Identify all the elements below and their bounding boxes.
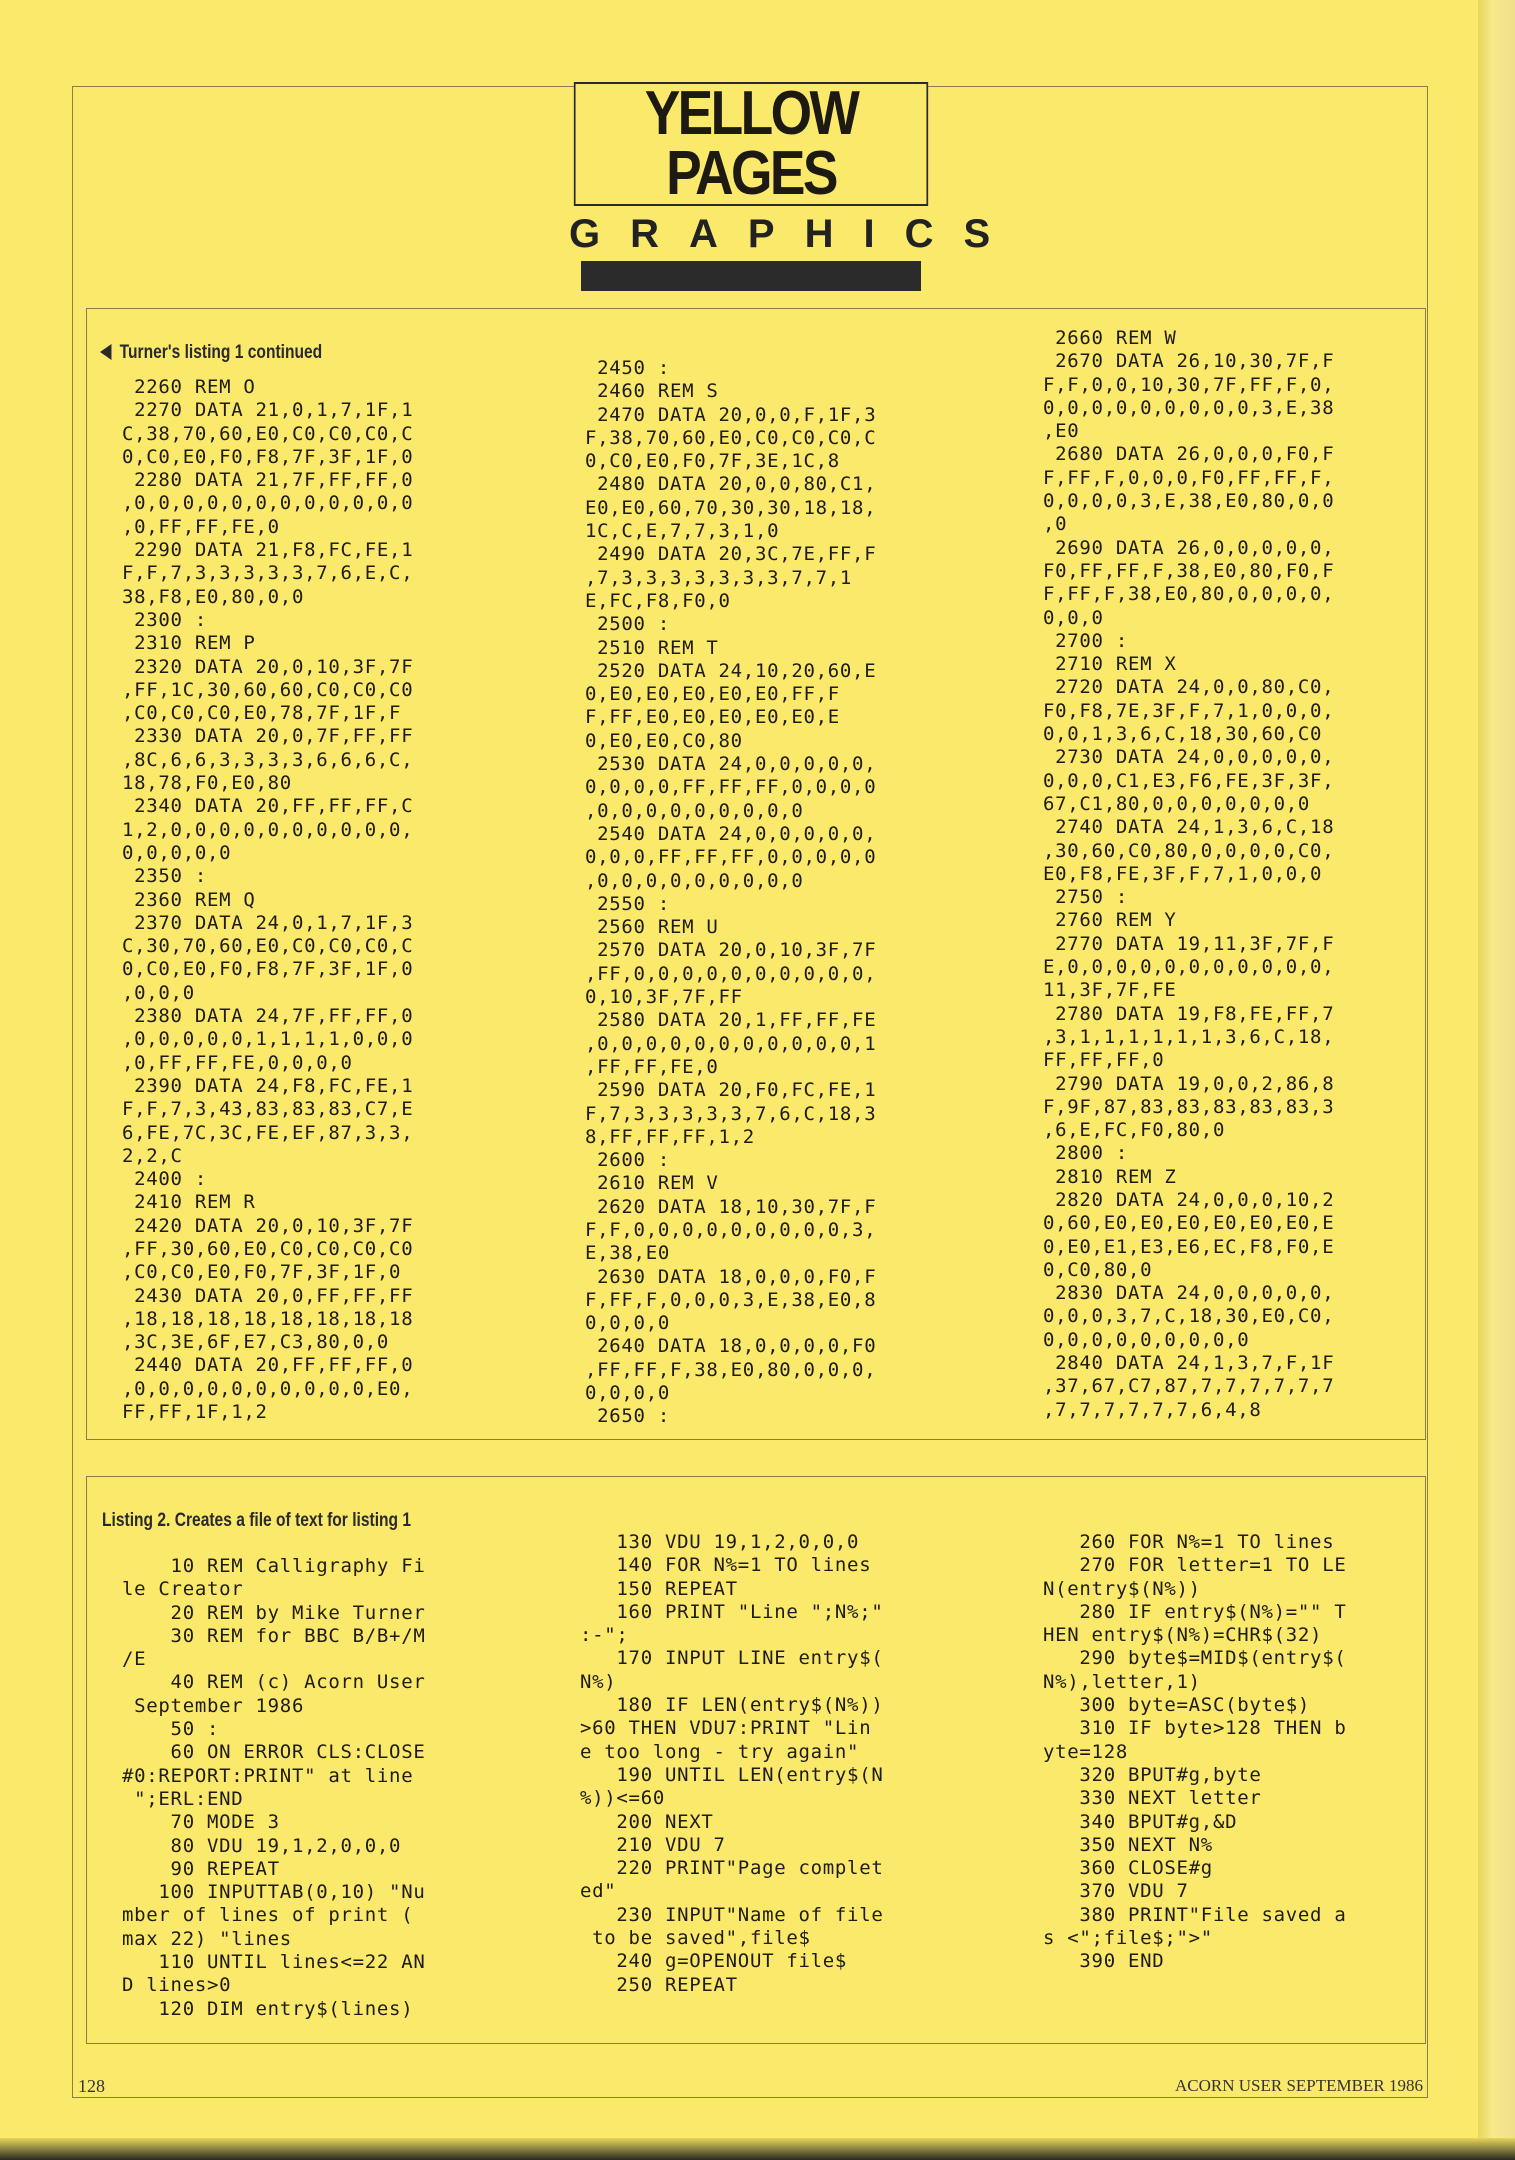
section-subtitle: GRAPHICS: [569, 212, 1021, 256]
listing1-caption: [100, 342, 322, 364]
page-spine: [1478, 0, 1515, 2160]
scan-edge-shadow: [0, 2138, 1515, 2160]
listing2-column-1: 10 REM Calligraphy Fi le Creator 20 REM by Mike Turner 30 REM for BBC B/B+/M /E 40 REM (c) Acorn User September 1986 50 : 60 ON ERROR CLS:CLOSE #0:REPORT:PRINT" at line ";ERL:END 70 MODE 3 80 VDU 19,1,2,0,0,0 90 REPEAT 100 INPUTTAB(0,10) "Nu mber of lines of print ( max 22) "lines 110 UNTIL lines<=22 AN D lines>0 120 DIM entry$(lines): [122, 1555, 426, 2020]
listing2-column-3: 260 FOR N%=1 TO lines 270 FOR letter=1 TO LE N(entry$(N%)) 280 IF entry$(N%)="" T HEN entry$(N%)=CHR$(32) 290 byte$=MID$(entry$( N%),letter,1) 300 byte=ASC(byte$) 310 IF byte>128 THEN b yte=128 320 BPUT#g,byte 330 NEXT letter 340 BPUT#g,&D 350 NEXT N% 360 CLOSE#g 370 VDU 7 380 PRINT"File saved a s <";file$;">" 390 END: [1043, 1531, 1347, 1973]
section-header: [545, 79, 1021, 291]
listing1-caption-text: Turner's listing 1 continued: [119, 342, 323, 363]
header-bar: [581, 261, 921, 291]
section-title: YELLOW PAGES: [574, 82, 928, 206]
listing1-column-3: 2660 REM W 2670 DATA 26,10,30,7F,F F,F,0,0,10,30,7F,FF,F,0, 0,0,0,0,0,0,0,0,0,3,E,38 ,E0 2680 DATA 26,0,0,0,F0,F F,FF,F,0,0,0,F0,FF,FF,F, 0,0,0,0,3,E,38,E0,80,0,0 ,0 2690 DATA 26,0,0,0,0,0, F0,FF,FF,F,38,E0,80,F0,F F,FF,F,38,E0,80,0,0,0,0, 0,0,0 2700 : 2710 REM X 2720 DATA 24,0,0,80,C0, F0,F8,7E,3F,F,7,1,0,0,0, 0,0,1,3,6,C,18,30,60,C0 2730 DATA 24,0,0,0,0,0, 0,0,0,C1,E3,F6,FE,3F,3F, 67,C1,80,0,0,0,0,0,0,0 2740 DATA 24,1,3,6,C,18 ,30,60,C0,80,0,0,0,0,C0, E0,F8,FE,3F,F,7,1,0,0,0 2750 : 2760 REM Y 2770 DATA 19,11,3F,7F,F E,0,0,0,0,0,0,0,0,0,0,0, 11,3F,7F,FE 2780 DATA 19,F8,FE,FF,7 ,3,1,1,1,1,1,1,3,6,C,18, FF,FF,FF,0 2790 DATA 19,0,0,2,86,8 F,9F,87,83,83,83,83,83,3 ,6,E,FC,F0,80,0 2800 : 2810 REM Z 2820 DATA 24,0,0,0,10,2 0,60,E0,E0,E0,E0,E0,E0,E 0,E0,E1,E3,E6,EC,F8,F0,E 0,C0,80,0 2830 DATA 24,0,0,0,0,0, 0,0,0,3,7,C,18,30,E0,C0, 0,0,0,0,0,0,0,0,0 2840 DATA 24,1,3,7,F,1F ,37,67,C7,87,7,7,7,7,7,7 ,7,7,7,7,7,7,6,4,8: [1043, 327, 1335, 1421]
listing2-column-2: 130 VDU 19,1,2,0,0,0 140 FOR N%=1 TO lines 150 REPEAT 160 PRINT "Line ";N%;" :-"; 170 INPUT LINE entry$( N%) 180 IF LEN(entry$(N%)) >60 THEN VDU7:PRINT "Lin e too long - try again" 190 UNTIL LEN(entry$(N %))<=60 200 NEXT 210 VDU 7 220 PRINT"Page complet ed" 230 INPUT"Name of file to be saved",file$ 240 g=OPENOUT file$ 250 REPEAT: [580, 1531, 884, 1996]
listing1-column-1: 2260 REM O 2270 DATA 21,0,1,7,1F,1 C,38,70,60,E0,C0,C0,C0,C 0,C0,E0,F0,F8,7F,3F,1F,0 2280 DATA 21,7F,FF,FF,0 ,0,0,0,0,0,0,0,0,0,0,0,0 ,0,FF,FF,FE,0 2290 DATA 21,F8,FC,FE,1 F,F,7,3,3,3,3,3,7,6,E,C, 38,F8,E0,80,0,0 2300 : 2310 REM P 2320 DATA 20,0,10,3F,7F ,FF,1C,30,60,60,C0,C0,C0 ,C0,C0,C0,E0,78,7F,1F,F 2330 DATA 20,0,7F,FF,FF ,8C,6,6,3,3,3,3,6,6,6,C, 18,78,F0,E0,80 2340 DATA 20,FF,FF,FF,C 1,2,0,0,0,0,0,0,0,0,0,0, 0,0,0,0,0 2350 : 2360 REM Q 2370 DATA 24,0,1,7,1F,3 C,30,70,60,E0,C0,C0,C0,C 0,C0,E0,F0,F8,7F,3F,1F,0 ,0,0,0 2380 DATA 24,7F,FF,FF,0 ,0,0,0,0,0,1,1,1,1,0,0,0 ,0,FF,FF,FE,0,0,0,0 2390 DATA 24,F8,FC,FE,1 F,F,7,3,43,83,83,83,C7,E 6,FE,7C,3C,FE,EF,87,3,3, 2,2,C 2400 : 2410 REM R 2420 DATA 20,0,10,3F,7F ,FF,30,60,E0,C0,C0,C0,C0 ,C0,C0,E0,F0,7F,3F,1F,0 2430 DATA 20,0,FF,FF,FF ,18,18,18,18,18,18,18,18 ,3C,3E,6F,E7,C3,80,0,0 2440 DATA 20,FF,FF,FF,0 ,0,0,0,0,0,0,0,0,0,0,E0, FF,FF,1F,1,2: [122, 376, 414, 1424]
listing1-column-2: 2450 : 2460 REM S 2470 DATA 20,0,0,F,1F,3 F,38,70,60,E0,C0,C0,C0,C 0,C0,E0,F0,7F,3E,1C,8 2480 DATA 20,0,0,80,C1, E0,E0,60,70,30,30,18,18, 1C,C,E,7,7,3,1,0 2490 DATA 20,3C,7E,FF,F ,7,3,3,3,3,3,3,3,7,7,1 E,FC,F8,F0,0 2500 : 2510 REM T 2520 DATA 24,10,20,60,E 0,E0,E0,E0,E0,E0,FF,F F,FF,E0,E0,E0,E0,E0,E 0,E0,E0,C0,80 2530 DATA 24,0,0,0,0,0, 0,0,0,0,FF,FF,FF,0,0,0,0 ,0,0,0,0,0,0,0,0,0 2540 DATA 24,0,0,0,0,0, 0,0,0,FF,FF,FF,0,0,0,0,0 ,0,0,0,0,0,0,0,0,0 2550 : 2560 REM U 2570 DATA 20,0,10,3F,7F ,FF,0,0,0,0,0,0,0,0,0,0, 0,10,3F,7F,FF 2580 DATA 20,1,FF,FF,FE ,0,0,0,0,0,0,0,0,0,0,0,1 ,FF,FF,FE,0 2590 DATA 20,F0,FC,FE,1 F,7,3,3,3,3,3,7,6,C,18,3 8,FF,FF,FF,1,2 2600 : 2610 REM V 2620 DATA 18,10,30,7F,F F,F,0,0,0,0,0,0,0,0,0,3, E,38,E0 2630 DATA 18,0,0,0,F0,F F,FF,F,0,0,0,3,E,38,E0,8 0,0,0,0 2640 DATA 18,0,0,0,0,F0 ,FF,FF,F,38,E0,80,0,0,0, 0,0,0,0 2650 :: [585, 357, 877, 1428]
listing2-caption: Listing 2. Creates a file of text for listing 1: [102, 1510, 412, 1531]
page-number: 128: [78, 2076, 105, 2096]
magazine-footer: ACORN USER SEPTEMBER 1986: [1175, 2076, 1423, 2095]
back-arrow-icon: [100, 344, 111, 360]
